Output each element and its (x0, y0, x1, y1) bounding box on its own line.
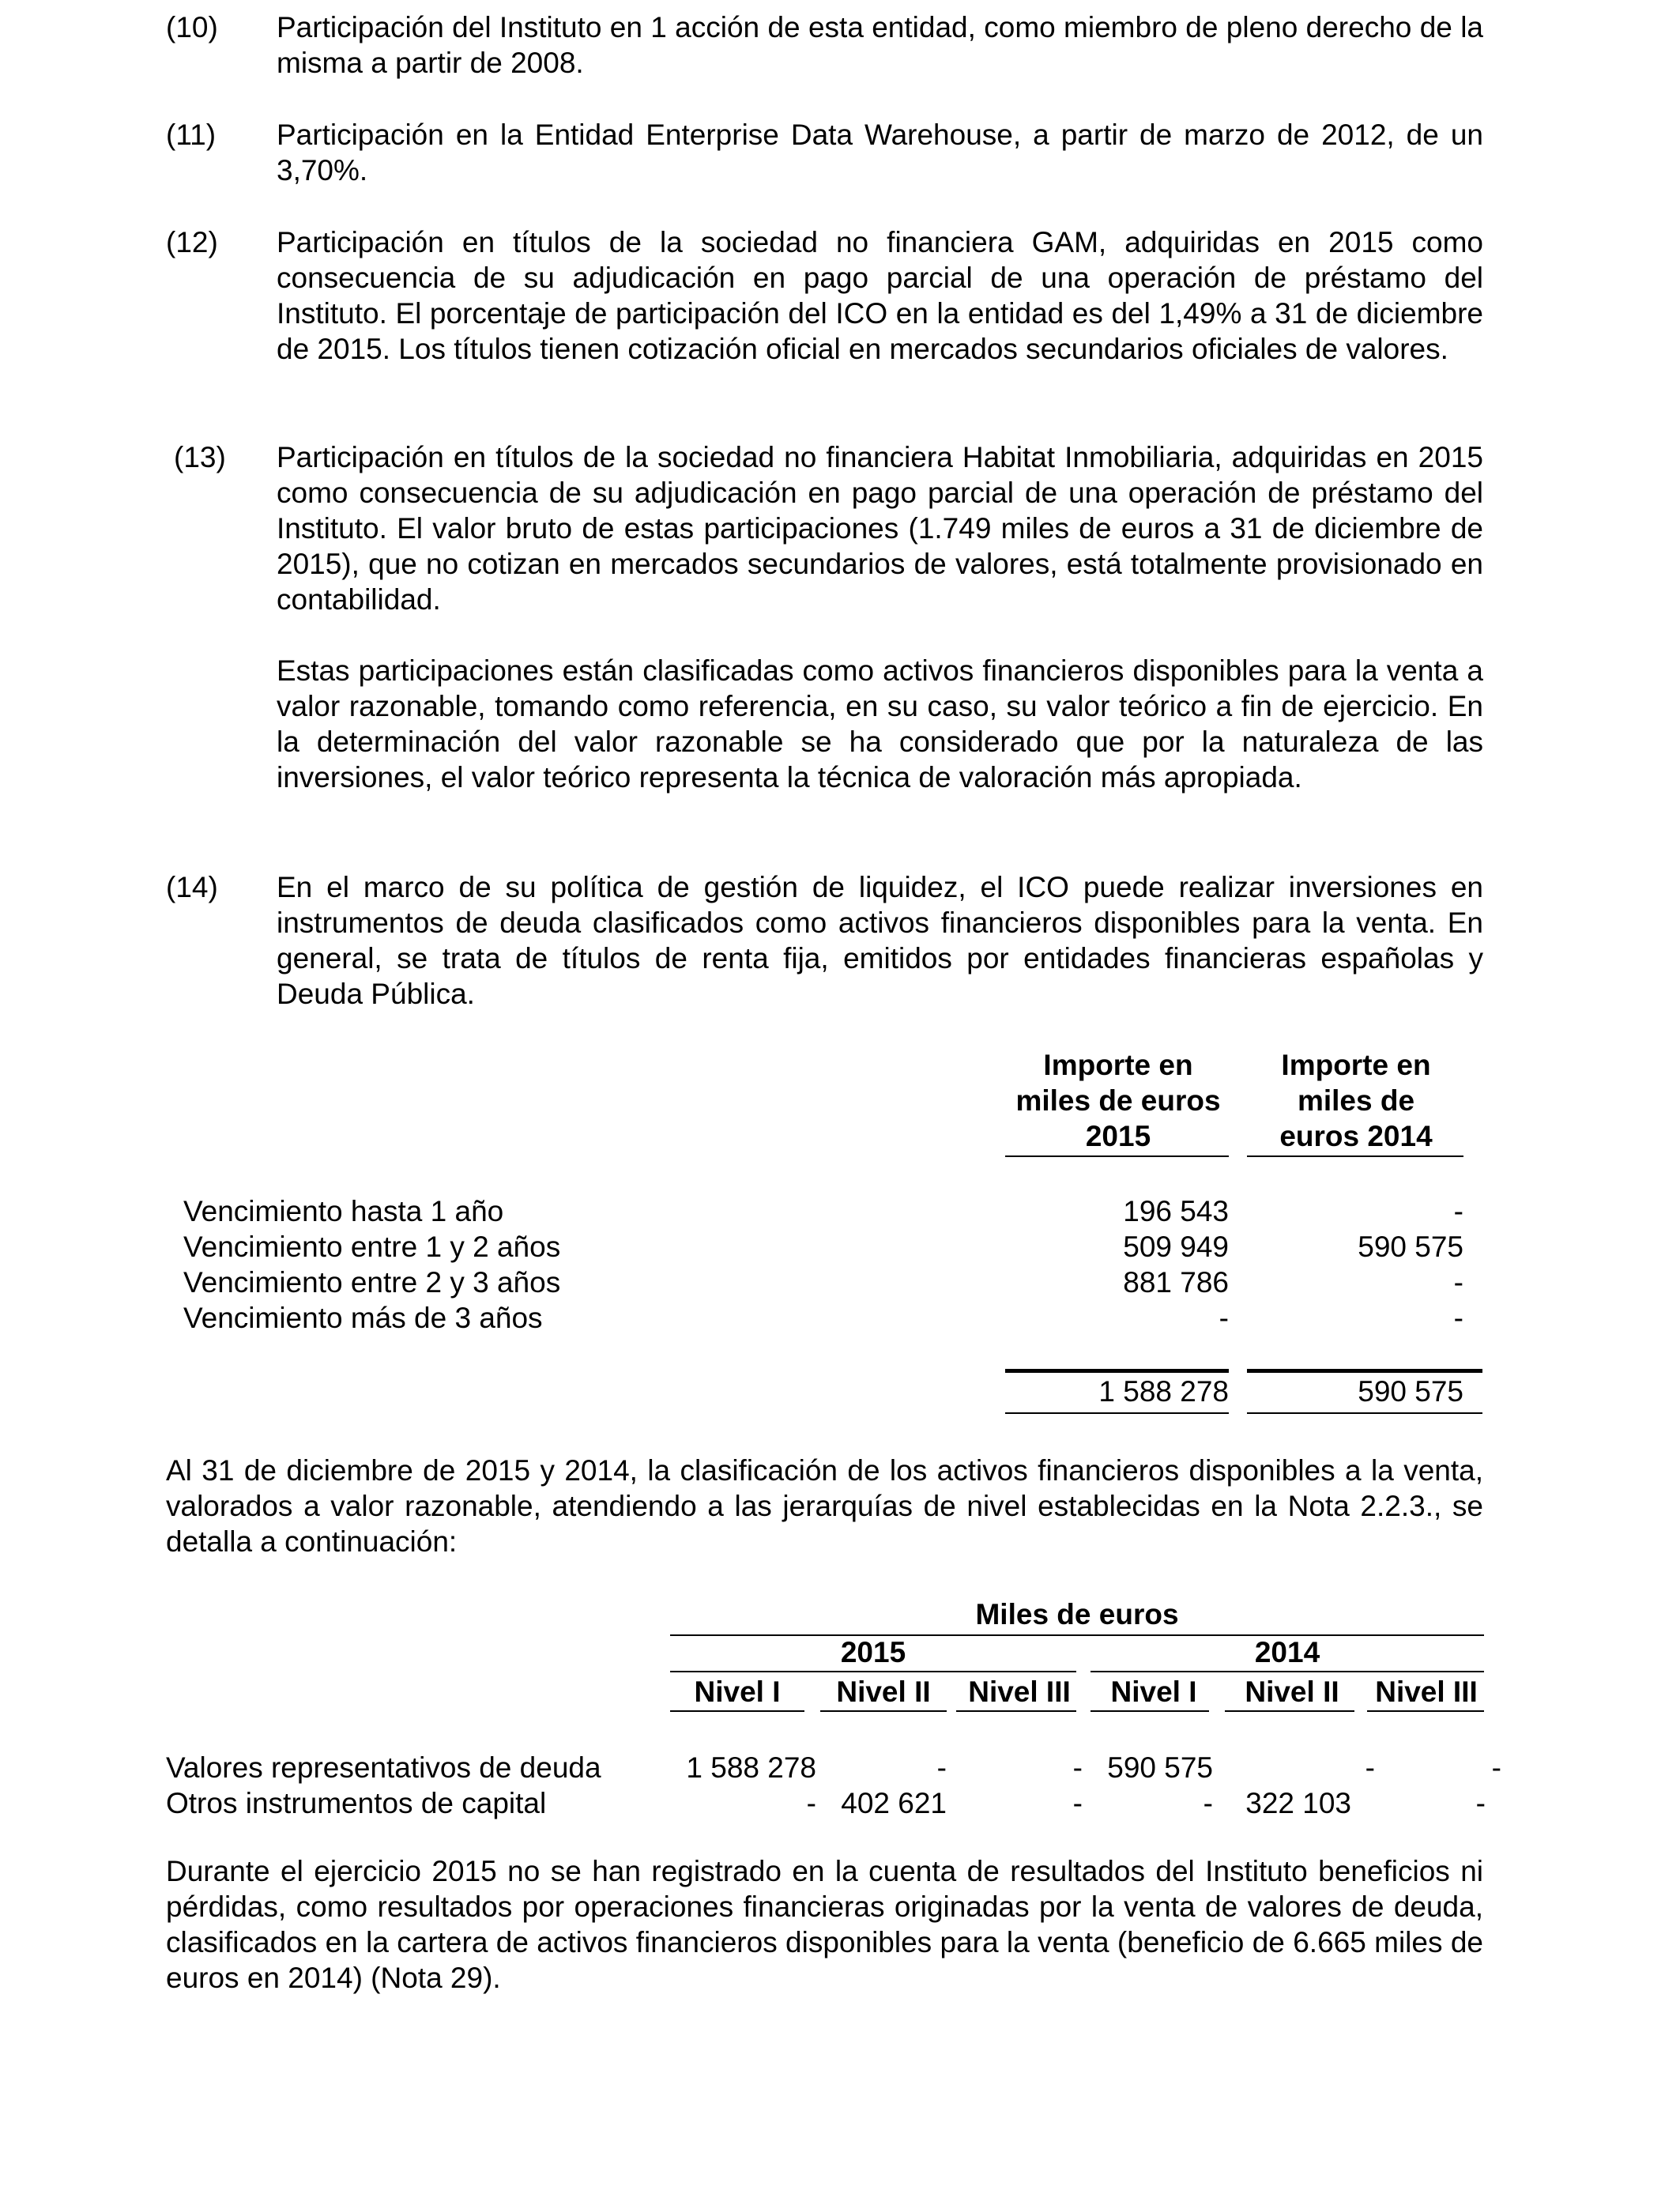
year-underline-2015 (670, 1671, 1076, 1672)
year-underline-2014 (1090, 1671, 1484, 1672)
level-header: Nivel III (968, 1676, 1071, 1708)
row-label: Valores representativos de deuda (166, 1751, 601, 1784)
level-underline (1367, 1710, 1484, 1712)
total-rule-top-2015 (1005, 1369, 1229, 1373)
level-header: Nivel II (1245, 1676, 1339, 1708)
level-header: Nivel III (1375, 1676, 1478, 1708)
cell-value: 402 621 (841, 1787, 947, 1819)
value-2015: 881 786 (1123, 1266, 1229, 1299)
value-2014: 590 575 (1358, 1231, 1463, 1263)
row-label: Vencimiento más de 3 años (183, 1302, 543, 1334)
cell-value: - (1365, 1751, 1375, 1784)
note-number: (10) (166, 11, 218, 43)
total-2015: 1 588 278 (1098, 1375, 1229, 1408)
note-11 (166, 117, 1483, 188)
cell-value: - (1491, 1751, 1501, 1784)
hierarchy-intro-paragraph: Al 31 de diciembre de 2015 y 2014, la clasificación de los activos financieros disponibles a la venta, valorados a valor razonable, atendiendo a las jerarquías de nivel establecidas en la Nota 2.2.3., se detalla a continuación: (166, 1454, 1483, 1558)
note-13 (166, 439, 1483, 795)
note-10 (166, 9, 1483, 81)
header-line: miles de (1297, 1084, 1415, 1117)
note-text: Participación en títulos de la sociedad no financiera GAM, adquiridas en 2015 como consecuencia de su adjudicación en pago parcial de una operación de préstamo del Instituto. El porcentaje de participación del ICO en la entidad es del 1,49% a 31 de diciembre de 2015. Los títulos tienen cotización oficial en mercados secundarios oficiales de valores. (277, 226, 1483, 365)
total-rule-bottom-2015 (1005, 1412, 1229, 1414)
final-paragraph: Durante el ejercicio 2015 no se han registrado en la cuenta de resultados del Instituto beneficios ni pérdidas, como resultados por operaciones financieras originadas por la venta de valores de deuda, clasificados en la cartera de activos financieros disponibles para la venta (beneficio de 6.665 miles de euros en 2014) (Nota 29). (166, 1855, 1483, 1994)
total-rule-top-2014 (1247, 1369, 1482, 1373)
level-header: Nivel I (694, 1676, 781, 1708)
value-2015: 509 949 (1123, 1231, 1229, 1263)
row-label: Otros instrumentos de capital (166, 1787, 547, 1819)
year-header-2015: 2015 (840, 1636, 906, 1668)
cell-value: 322 103 (1245, 1787, 1351, 1819)
header-line: Importe en (1043, 1049, 1193, 1081)
row-label: Vencimiento entre 2 y 3 años (183, 1266, 561, 1299)
cell-value: - (806, 1787, 816, 1819)
note-number: (14) (166, 871, 218, 903)
note-number: (12) (166, 226, 218, 258)
cell-value: 590 575 (1107, 1751, 1213, 1784)
level-underline (1090, 1710, 1209, 1712)
column-header-2015 (1004, 1047, 1233, 1154)
total-2014: 590 575 (1358, 1375, 1463, 1408)
total-rule-bottom-2014 (1247, 1412, 1482, 1414)
note-text-continued: Estas participaciones están clasificadas como activos financieros disponibles para la venta a valor razonable, tomando como referencia, en su caso, su valor teórico a fin de ejercicio. En la determinación del valor razonable se ha considerado que por la naturaleza de las inversiones, el valor teórico representa la técnica de valoración más apropiada. (277, 654, 1483, 794)
cell-value: - (1203, 1787, 1213, 1819)
header-line: Importe en (1281, 1049, 1431, 1081)
cell-value: 1 588 278 (686, 1751, 816, 1784)
header-underline-2014 (1247, 1155, 1463, 1157)
note-text: Participación en títulos de la sociedad no financiera Habitat Inmobiliaria, adquiridas en 2015 como consecuencia de su adjudicación en pago parcial de una operación de préstamo del Instituto. El valor bruto de estas participaciones (1.749 miles de euros a 31 de diciembre de 2015), que no cotizan en mercados secundarios de valores, está totalmente provisionado en contabilidad. (277, 441, 1483, 616)
level-header: Nivel II (836, 1676, 931, 1708)
row-label: Vencimiento hasta 1 año (183, 1195, 504, 1227)
note-number: (13) (174, 441, 226, 473)
value-2014: - (1453, 1266, 1463, 1299)
level-underline (670, 1710, 804, 1712)
header-underline-2015 (1005, 1155, 1229, 1157)
note-number: (11) (166, 119, 217, 151)
note-text: En el marco de su política de gestión de liquidez, el ICO puede realizar inversiones en instrumentos de deuda clasificados como activos financieros disponibles para la venta. En general, se trata de títulos de renta fija, emitidos por entidades financieras españolas y Deuda Pública. (277, 871, 1483, 1010)
cell-value: - (1072, 1751, 1083, 1784)
level-underline (820, 1710, 947, 1712)
value-2014: - (1453, 1195, 1463, 1227)
cell-value: - (936, 1751, 947, 1784)
note-12 (166, 224, 1483, 367)
year-header-2014: 2014 (1254, 1636, 1320, 1668)
value-2015: 196 543 (1123, 1195, 1229, 1227)
cell-value: - (1072, 1787, 1083, 1819)
column-header-2014 (1249, 1047, 1463, 1154)
level-header: Nivel I (1110, 1676, 1197, 1708)
row-label: Vencimiento entre 1 y 2 años (183, 1231, 561, 1263)
value-2015: - (1219, 1302, 1229, 1334)
value-2014: - (1453, 1302, 1463, 1334)
currency-header: Miles de euros (975, 1598, 1179, 1630)
header-line: 2015 (1085, 1120, 1151, 1152)
note-text: Participación en la Entidad Enterprise Data Warehouse, a partir de marzo de 2012, de un 3,70%. (277, 119, 1483, 187)
header-line: euros 2014 (1279, 1120, 1433, 1152)
note-14 (166, 869, 1483, 1012)
level-underline (956, 1710, 1076, 1712)
note-text: Participación del Instituto en 1 acción de esta entidad, como miembro de pleno derecho de la misma a partir de 2008. (277, 11, 1483, 79)
cell-value: - (1475, 1787, 1486, 1819)
level-underline (1225, 1710, 1354, 1712)
header-line: miles de euros (1015, 1084, 1221, 1117)
